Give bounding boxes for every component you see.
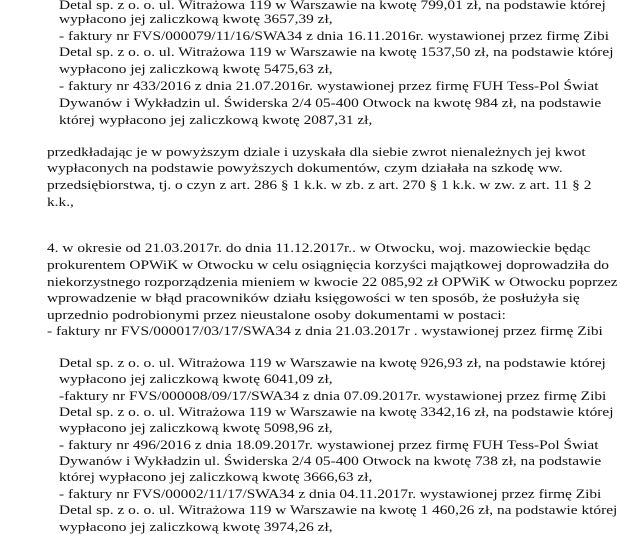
text-line: -faktury nr FVS/000008/09/17/SWA34 z dnia 07.09.2017r. wystawionej przez firmę Zibi — [59, 389, 607, 403]
text-line: Detal sp. z o. o. ul. Witrażowa 119 w Warszawie na kwotę 1 460,26 zł, na podstawie której — [59, 503, 618, 517]
text-line: Detal sp. z o. o. ul. Witrażowa 119 w Warszawie na kwotę 799,01 zł, na podstawie której — [59, 0, 606, 12]
text-line: której wypłacono jej zaliczkową kwotę 3666,63 zł, — [59, 470, 373, 484]
text-line: wprowadzenie w błąd pracowników działu księgowości w ten sposób, że posłużyła się — [47, 291, 580, 305]
text-line: - faktury nr FVS/000079/11/16/SWA34 z dnia 16.11.2016r. wystawionej przez firmę Zibi — [59, 29, 609, 43]
text-line: wypłacono jej zaliczkową kwotę 3974,26 zł, — [59, 520, 333, 534]
text-line: - faktury nr FVS/00002/11/17/SWA34 z dnia 04.11.2017r. wystawionej przez firmę Zibi — [59, 487, 602, 501]
text-line: przedkładając je w powyższym dziale i uzyskała dla siebie zwrot nienależnych jej kwot — [47, 145, 586, 159]
text-line: przedsiębiorstwa, tj. o czyn z art. 286 § 1 k.k. w zb. z art. 270 § 1 k.k. w zw. z art. 11 § 2 — [47, 178, 592, 192]
text-line: - faktury nr FVS/000017/03/17/SWA34 z dnia 21.03.2017r . wystawionej przez firmę Zibi — [47, 324, 603, 338]
text-line: Detal sp. z o. o. ul. Witrażowa 119 w Warszawie na kwotę 1537,50 zł, na podstawie której — [59, 45, 614, 59]
text-line: wypłacono jej zaliczkową kwotę 6041,09 zł, — [59, 372, 333, 386]
text-line: niekorzystnego rozporządzenia mieniem w kwocie 22 085,92 zł OPWiK w Otwocku poprzez — [47, 275, 618, 289]
text-line: wypłacono jej zaliczkową kwotę 3657,39 zł, — [59, 12, 333, 26]
text-line: - faktury nr 496/2016 z dnia 18.09.2017r. wystawionej przez firmę FUH Tess-Pol Świat — [59, 438, 599, 452]
text-line: prokurentem OPWiK w Otwocku w celu osiągnięcia korzyści majątkowej doprowadziła do — [47, 258, 609, 272]
text-line: k.k., — [47, 195, 74, 209]
text-line: wypłacono jej zaliczkową kwotę 5475,63 zł, — [59, 62, 333, 76]
text-line: 4. w okresie od 21.03.2017r. do dnia 11.12.2017r.. w Otwocku, woj. mazowieckie będąc — [47, 241, 591, 255]
text-line: której wypłacono jej zaliczkową kwotę 2087,31 zł, — [59, 113, 373, 127]
text-line: uprzednio podrobionymi przez nieustalone osoby dokumentami w postaci: — [47, 308, 506, 322]
text-line: Detal sp. z o. o. ul. Witrażowa 119 w Warszawie na kwotę 926,93 zł, na podstawie której — [59, 356, 606, 370]
text-line: - faktury nr 433/2016 z dnia 21.07.2016r. wystawionej przez firmę FUH Tess-Pol Świat — [59, 79, 599, 93]
text-line: Dywanów i Wykładzin ul. Świderska 2/4 05-400 Otwock na kwotę 984 zł, na podstawie — [59, 96, 602, 110]
text-line: wypłacono jej zaliczkową kwotę 5098,96 zł, — [59, 421, 333, 435]
text-line: Dywanów i Wykładzin ul. Świderska 2/4 05-400 Otwock na kwotę 738 zł, na podstawie — [59, 454, 602, 468]
text-line: wypłaconych na podstawie powyższych dokumentów, czym działała na szkodę ww. — [47, 161, 563, 175]
text-line: Detal sp. z o. o. ul. Witrażowa 119 w Warszawie na kwotę 3342,16 zł, na podstawie której — [59, 405, 614, 419]
